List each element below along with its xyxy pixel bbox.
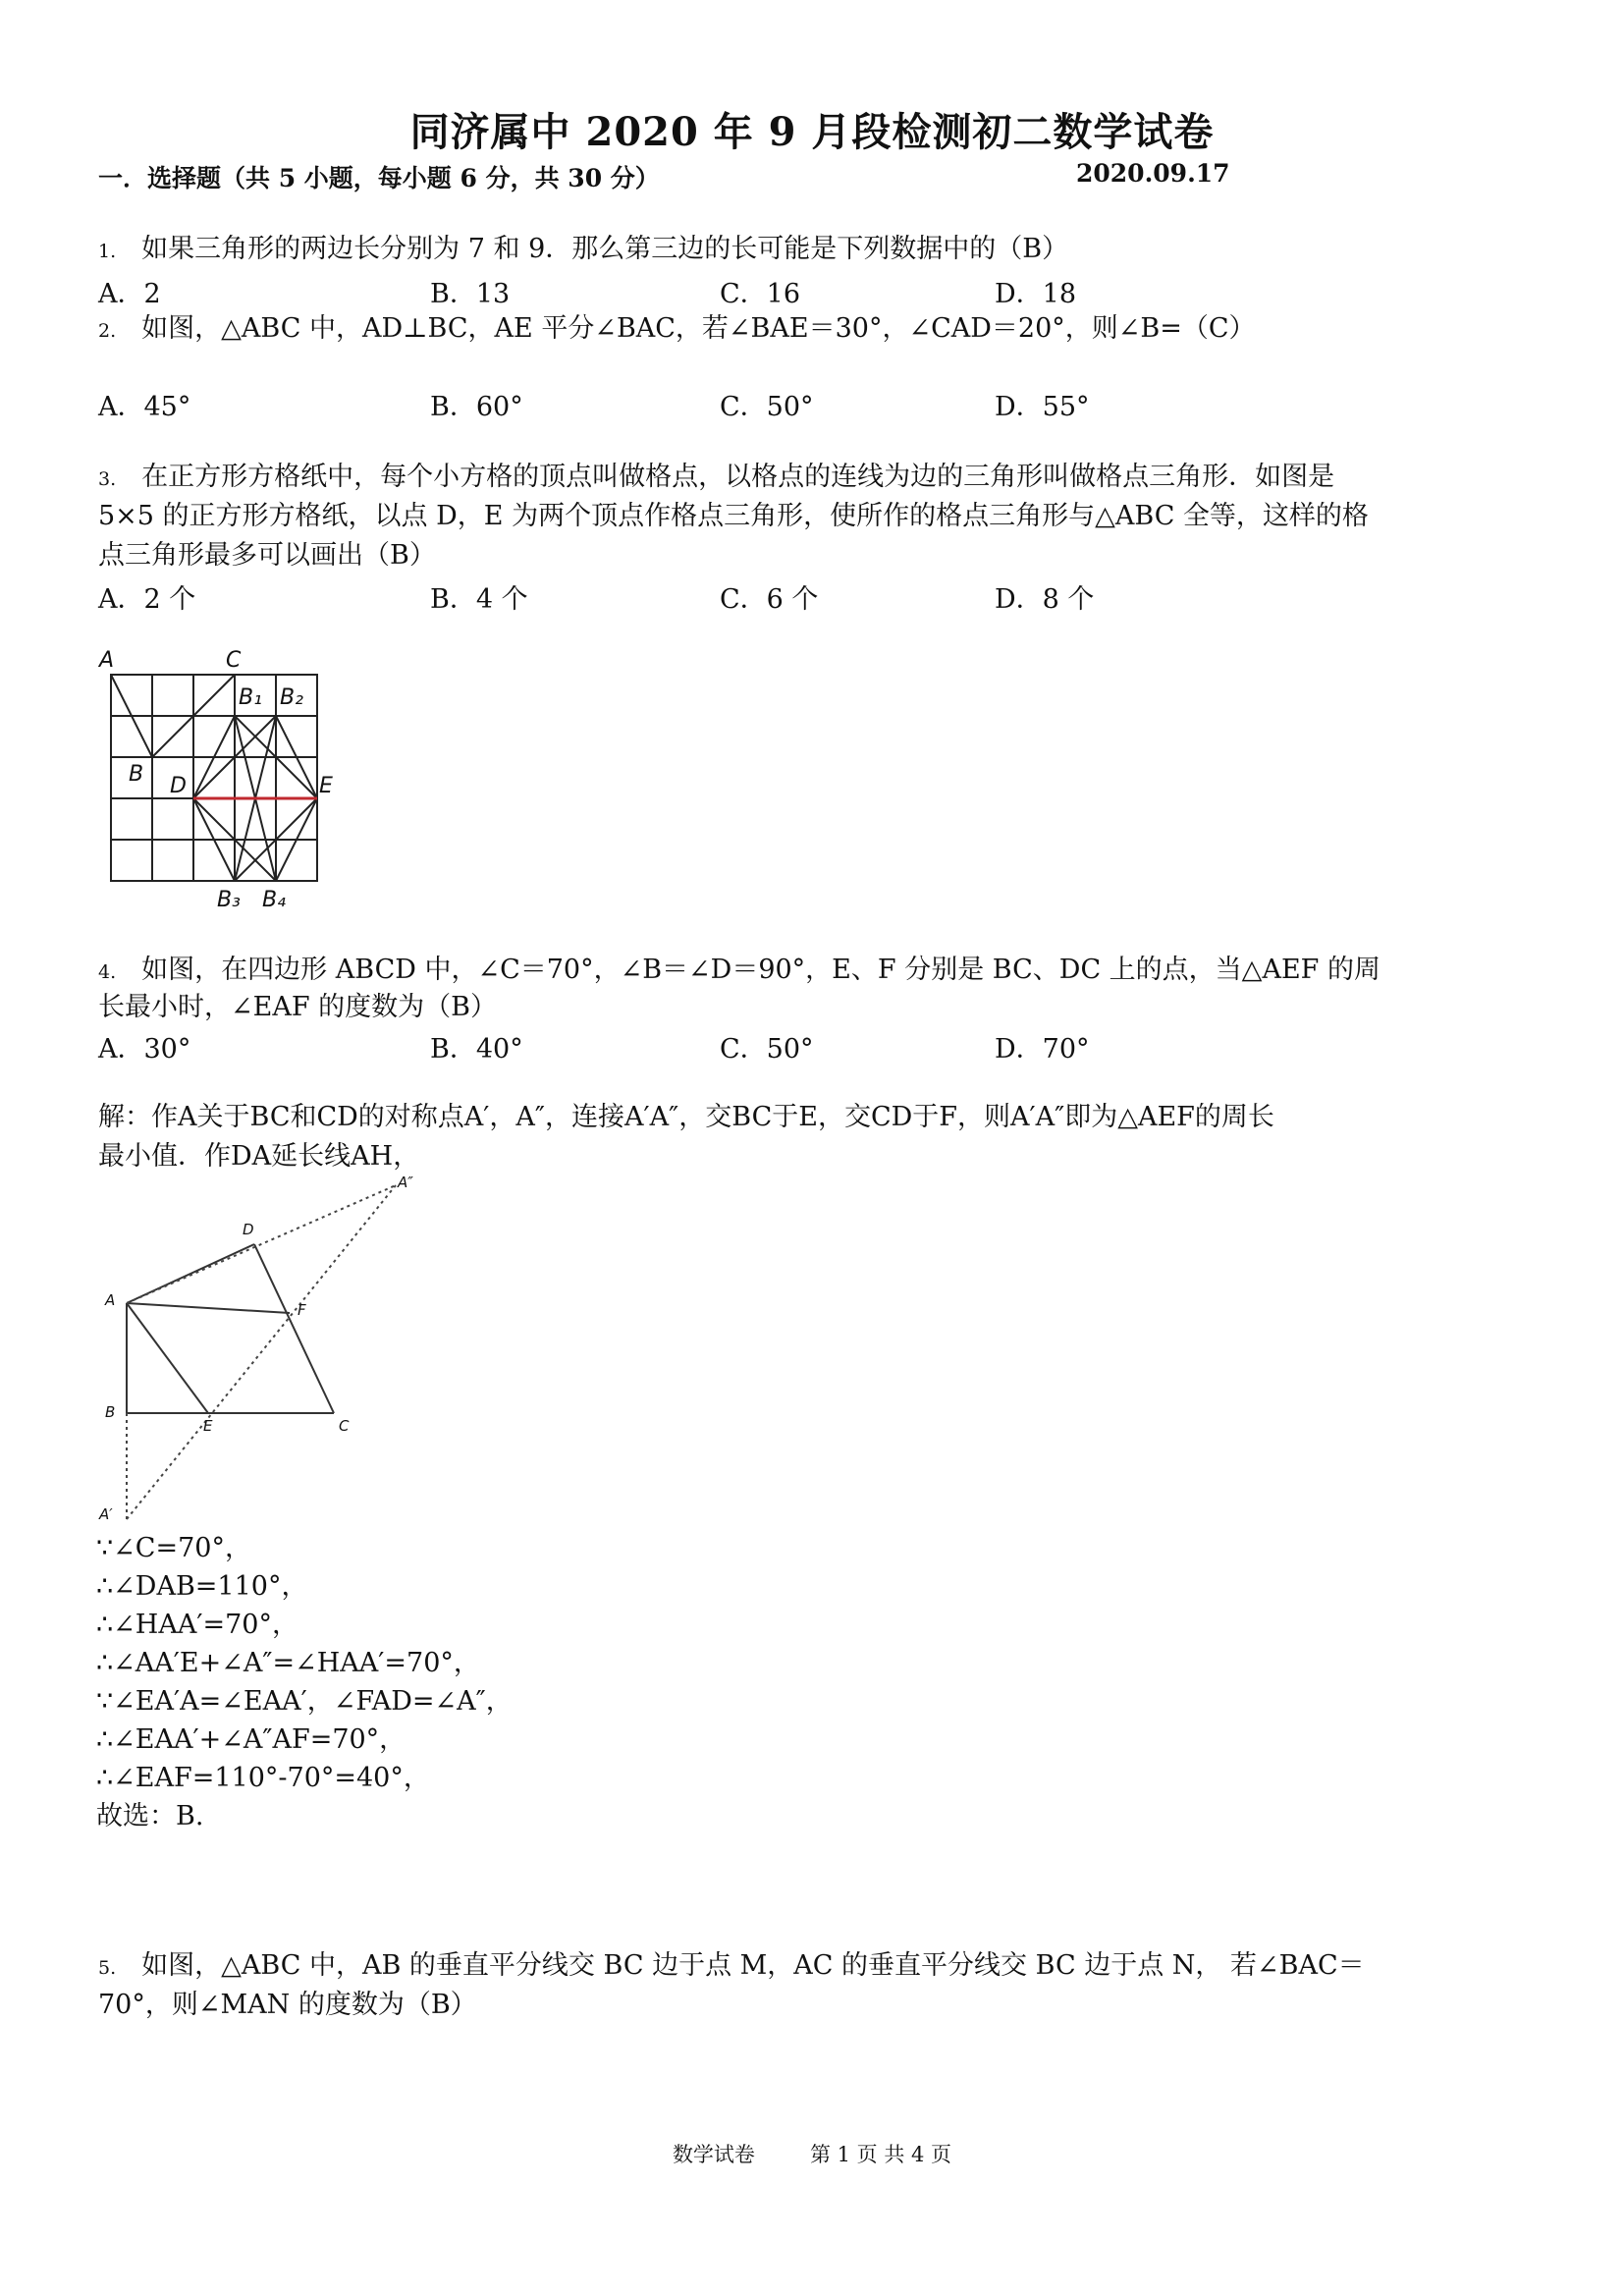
solution-intro-line: 解：作A关于BC和CD的对称点A′，A″，连接A′A″，交BC于E，交CD于F，则A′A″即为△AEF的周长 <box>98 1102 1274 1132</box>
label-d: D <box>170 774 187 798</box>
solution-step: 故选：B. <box>96 1801 204 1831</box>
option-d: D．8 个 <box>995 584 1095 615</box>
solution-step: ∴∠AA′E+∠A″=∠HAA′=70°， <box>96 1648 480 1678</box>
exam-date: 2020.09.17 <box>1076 159 1230 188</box>
question-1 <box>98 232 1068 269</box>
solution-step: ∴∠EAA′+∠A″AF=70°， <box>96 1724 406 1755</box>
option-a: A．2 个 <box>98 584 196 615</box>
solution-step: ∴∠DAB=110°， <box>96 1571 308 1602</box>
solution-step: ∴∠HAA′=70°， <box>96 1610 298 1640</box>
option-a: A．2 <box>98 279 161 309</box>
question-number: 2. <box>98 320 117 342</box>
footer-page-number: 第 1 页 共 4 页 <box>809 2143 952 2166</box>
label-d: D <box>243 1221 254 1238</box>
section-heading: 一．选择题（共 5 小题，每小题 6 分，共 30 分） <box>98 164 660 192</box>
solution-step: ∴∠EAF=110°-70°=40°， <box>96 1763 430 1793</box>
solution-step: ∵∠EA′A=∠EAA′，∠FAD=∠A″， <box>96 1686 513 1717</box>
question-text: 如图，△ABC 中，AD⊥BC，AE 平分∠BAC，若∠BAE＝30°，∠CAD＝20°，则∠B=（C） <box>141 313 1256 344</box>
label-f: F <box>298 1301 306 1319</box>
option-c: C．16 <box>720 279 801 309</box>
exam-title: 同济属中 2020 年 9 月段检测初二数学试卷 <box>409 109 1215 155</box>
label-b3: B₃ <box>217 888 241 912</box>
label-a-double-prime: A″ <box>398 1174 413 1191</box>
option-d: D．55° <box>995 392 1090 422</box>
label-e: E <box>203 1417 213 1435</box>
grid-figure <box>93 643 333 918</box>
solution-intro-line: 最小值．作DA延长线AH， <box>98 1141 420 1172</box>
question-4 <box>98 953 1380 990</box>
question-number: 3. <box>98 468 117 490</box>
question-number: 1. <box>98 241 117 262</box>
label-b4: B₄ <box>262 888 286 912</box>
label-c: C <box>339 1417 350 1435</box>
question-text-line: 70°，则∠MAN 的度数为（B） <box>98 1990 477 2020</box>
question-text-line: 5×5 的正方形方格纸，以点 D，E 为两个顶点作格点三角形，使所作的格点三角形与△ABC 全等，这样的格 <box>98 501 1369 531</box>
option-b: B．60° <box>430 392 523 422</box>
question-text: 在正方形方格纸中，每个小方格的顶点叫做格点，以格点的连线为边的三角形叫做格点三角形．如图是 <box>141 462 1335 492</box>
footer-subject: 数学试卷 <box>672 2143 755 2166</box>
quadrilateral-figure <box>93 1174 427 1527</box>
question-text: 如果三角形的两边长分别为 7 和 9．那么第三边的长可能是下列数据中的（B） <box>141 234 1069 264</box>
option-a: A．30° <box>98 1034 191 1065</box>
option-a: A．45° <box>98 392 191 422</box>
solution-step: ∵∠C=70°， <box>96 1533 251 1563</box>
label-b: B <box>129 762 144 787</box>
question-5 <box>98 1948 1365 1986</box>
option-c: C．50° <box>720 392 814 422</box>
option-d: D．70° <box>995 1034 1090 1065</box>
question-number: 5. <box>98 1957 117 1979</box>
question-3 <box>98 460 1334 497</box>
label-b: B <box>105 1403 116 1421</box>
question-number: 4. <box>98 961 117 983</box>
label-b2: B₂ <box>280 685 303 710</box>
label-a: A <box>105 1291 116 1309</box>
option-c: C．50° <box>720 1034 814 1065</box>
label-a-prime: A′ <box>99 1505 113 1523</box>
option-b: B．4 个 <box>430 584 528 615</box>
question-text-line: 点三角形最多可以画出（B） <box>98 540 436 571</box>
label-c: C <box>226 648 242 673</box>
page-footer <box>0 2139 1624 2168</box>
question-text: 如图，△ABC 中，AB 的垂直平分线交 BC 边于点 M，AC 的垂直平分线交 BC 边于点 N， 若∠BAC＝ <box>141 1950 1365 1981</box>
option-b: B．40° <box>430 1034 523 1065</box>
label-b1: B₁ <box>239 685 262 710</box>
option-d: D．18 <box>995 279 1077 309</box>
question-text: 如图，在四边形 ABCD 中，∠C＝70°，∠B＝∠D＝90°，E、F 分别是 BC、DC 上的点，当△AEF 的周 <box>141 955 1380 985</box>
label-a: A <box>99 648 115 673</box>
label-e: E <box>319 774 333 798</box>
option-b: B．13 <box>430 279 511 309</box>
question-2 <box>98 311 1256 349</box>
question-text-line: 长最小时，∠EAF 的度数为（B） <box>98 992 497 1022</box>
option-c: C．6 个 <box>720 584 819 615</box>
